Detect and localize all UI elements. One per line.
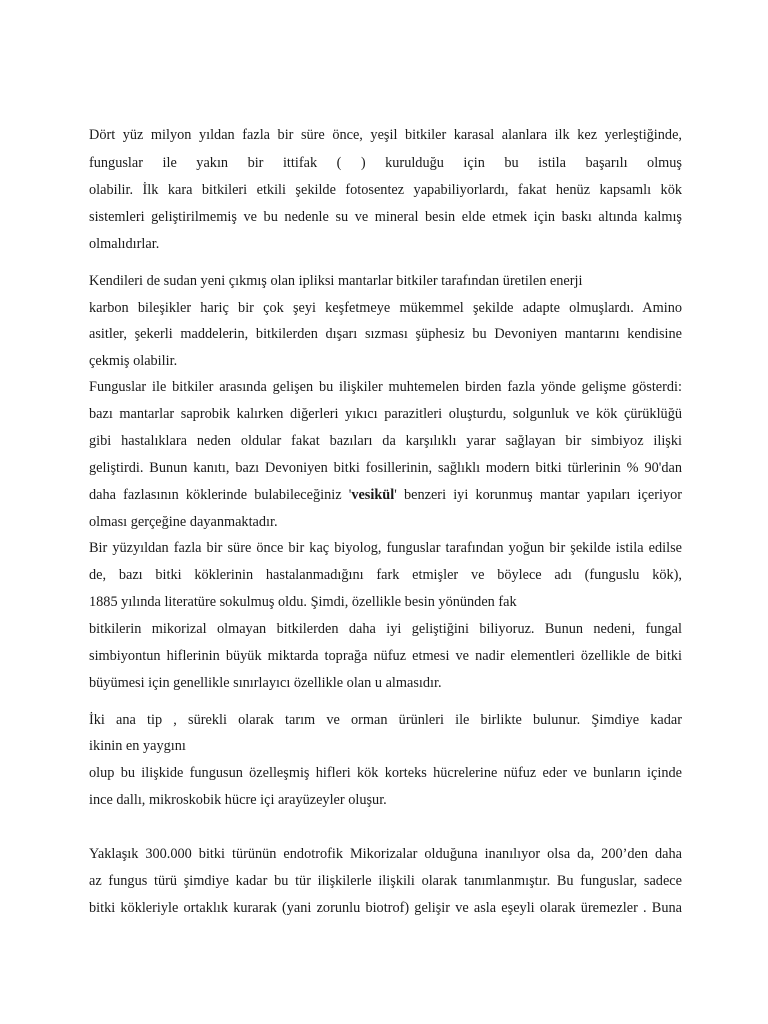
text-line: Bir yüzyıldan fazla bir süre önce bir kaç biyolog, funguslar tarafından yoğun bir şekilde istila edilse (89, 540, 682, 556)
text-line: çekmiş olabilir. (89, 353, 178, 369)
text-line: az fungus türü şimdiye kadar bu tür ilişkilerle ilişkili olarak tanımlanmıştır. Bu funguslar, sadece (89, 873, 682, 889)
text-line: olabilir. İlk kara bitkileri etkili şekilde fotosentez yapabiliyorlardı, fakat henüz kapsamlı kök (89, 182, 682, 198)
text-line: sistemleri geliştirilmemiş ve bu nedenle su ve mineral besin elde etmek için baskı altında kalmış (89, 209, 682, 225)
text-line: İki ana tip , sürekli olarak tarım ve orman ürünleri ile birlikte bulunur. Şimdiye kadar (89, 712, 682, 728)
text-line: de, bazı bitki köklerinin hastalanmadığını fark etmişler ve böylece adı (funguslu kök), (89, 567, 682, 583)
text-line: olup bu ilişkide fungusun özelleşmiş hifleri kök korteks hücrelerine nüfuz eder ve bunların içinde (89, 765, 682, 781)
text-line: funguslar ile yakın bir ittifak ( ) kurulduğu için bu istila başarılı olmuş (89, 155, 682, 171)
text-line: ince dallı, mikroskobik hücre içi arayüzeyler oluşur. (89, 792, 387, 808)
text-run: ' benzeri iyi korunmuş mantar yapıları içeriyor (394, 487, 683, 503)
text-line: 1885 yılında literatüre sokulmuş oldu. Şimdi, özellikle besin yönünden fak (89, 594, 517, 610)
text-line: Dört yüz milyon yıldan fazla bir süre önce, yeşil bitkiler karasal alanlara ilk kez yerleştiğinde, (89, 127, 682, 143)
text-line: Kendileri de sudan yeni çıkmış olan ipliksi mantarlar bitkiler tarafından üretilen enerji (89, 273, 583, 289)
text-line: Yaklaşık 300.000 bitki türünün endotrofik Mikorizalar olduğuna inanılıyor olsa da, 200’den daha (89, 846, 682, 862)
text-line: bitkilerin mikorizal olmayan bitkilerden daha iyi geliştiğini biliyoruz. Bunun nedeni, fungal (89, 621, 682, 637)
text-line: asitler, şekerli maddelerin, bitkilerden dışarı sızması şüphesiz bu Devoniyen mantarını kendisine (89, 326, 682, 342)
vesikul-term: vesikül (351, 487, 395, 503)
text-line: simbiyontun hiflerinin büyük miktarda toprağa nüfuz etmesi ve nadir elementleri özellikle de bitki (89, 648, 682, 664)
text-line: büyümesi için genellikle sınırlayıcı özellikle olan u almasıdır. (89, 675, 442, 691)
text-line (89, 486, 682, 504)
text-line: ikinin en yaygını (89, 738, 186, 754)
text-line: Funguslar ile bitkiler arasında gelişen bu ilişkiler muhtemelen birden fazla yönde gelişme gösterdi: (89, 379, 682, 395)
text-line: olmalıdırlar. (89, 236, 160, 252)
text-run: daha fazlasının köklerinde bulabileceğiniz ' (89, 487, 352, 503)
text-line: geliştirdi. Bunun kanıtı, bazı Devoniyen bitki fosillerinin, sağlıklı modern bitki türlerinin % 90'dan (89, 460, 682, 476)
text-line: olması gerçeğine dayanmaktadır. (89, 514, 278, 530)
text-line: karbon bileşikler hariç bir çok şeyi keşfetmeye mükemmel şekilde adapte olmuşlardı. Amino (89, 300, 682, 316)
text-line: gibi hastalıklara neden oldular fakat bazıları da karşılıklı yarar sağlayan bir simbiyoz ilişki (89, 433, 682, 449)
text-line: bitki kökleriyle ortaklık kurarak (yani zorunlu biotrof) gelişir ve asla eşeyli olarak üremezler . Buna (89, 900, 682, 916)
text-line: bazı mantarlar saprobik kalırken diğerleri yıkıcı parazitleri oluşturdu, solgunluk ve kök çürüklüğü (89, 406, 682, 422)
